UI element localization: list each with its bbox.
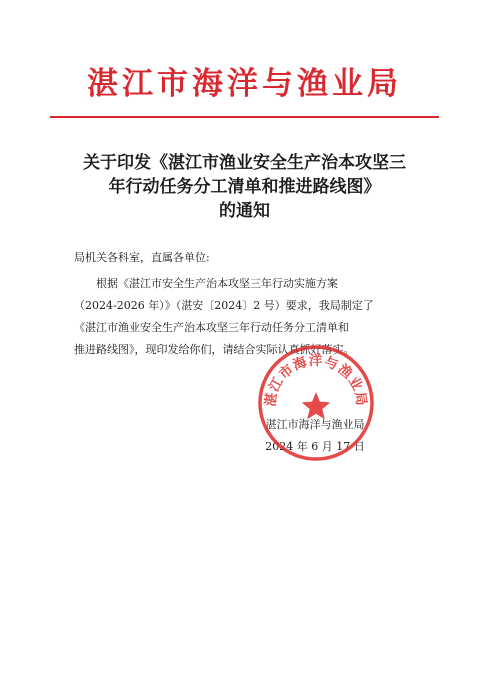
body-line-4: 推进路线图》，现印发给你们，请结合实际认真抓好落实。 (74, 343, 355, 356)
salutation: 局机关各科室，直属各单位: (74, 251, 210, 264)
signature-date: 2024 年 6 月 17 日 (265, 440, 365, 453)
title-line-3: 的通知 (219, 201, 270, 221)
star-icon (302, 392, 331, 419)
title-line-2: 年行动任务分工清单和推进路线图》 (108, 177, 381, 197)
signature-org: 湛江市海洋与渔业局 (265, 418, 365, 431)
seal-text: 湛江市海洋与渔业局 (262, 353, 370, 408)
title-line-1: 关于印发《湛江市渔业安全生产治本攻坚三 (83, 153, 406, 173)
body-line-2: （2024-2026 年）》（湛安〔2024〕2 号）要求，我局制定了 (74, 299, 374, 312)
document-title (55, 151, 434, 223)
body-line-1: 根据《湛江市安全生产治本攻坚三年行动实施方案 (96, 277, 338, 290)
red-divider (50, 116, 439, 118)
org-header: 湛江市海洋与渔业局 (87, 66, 402, 102)
body-line-3: 《湛江市渔业安全生产治本攻坚三年行动任务分工清单和 (74, 321, 349, 334)
official-seal (257, 344, 375, 462)
